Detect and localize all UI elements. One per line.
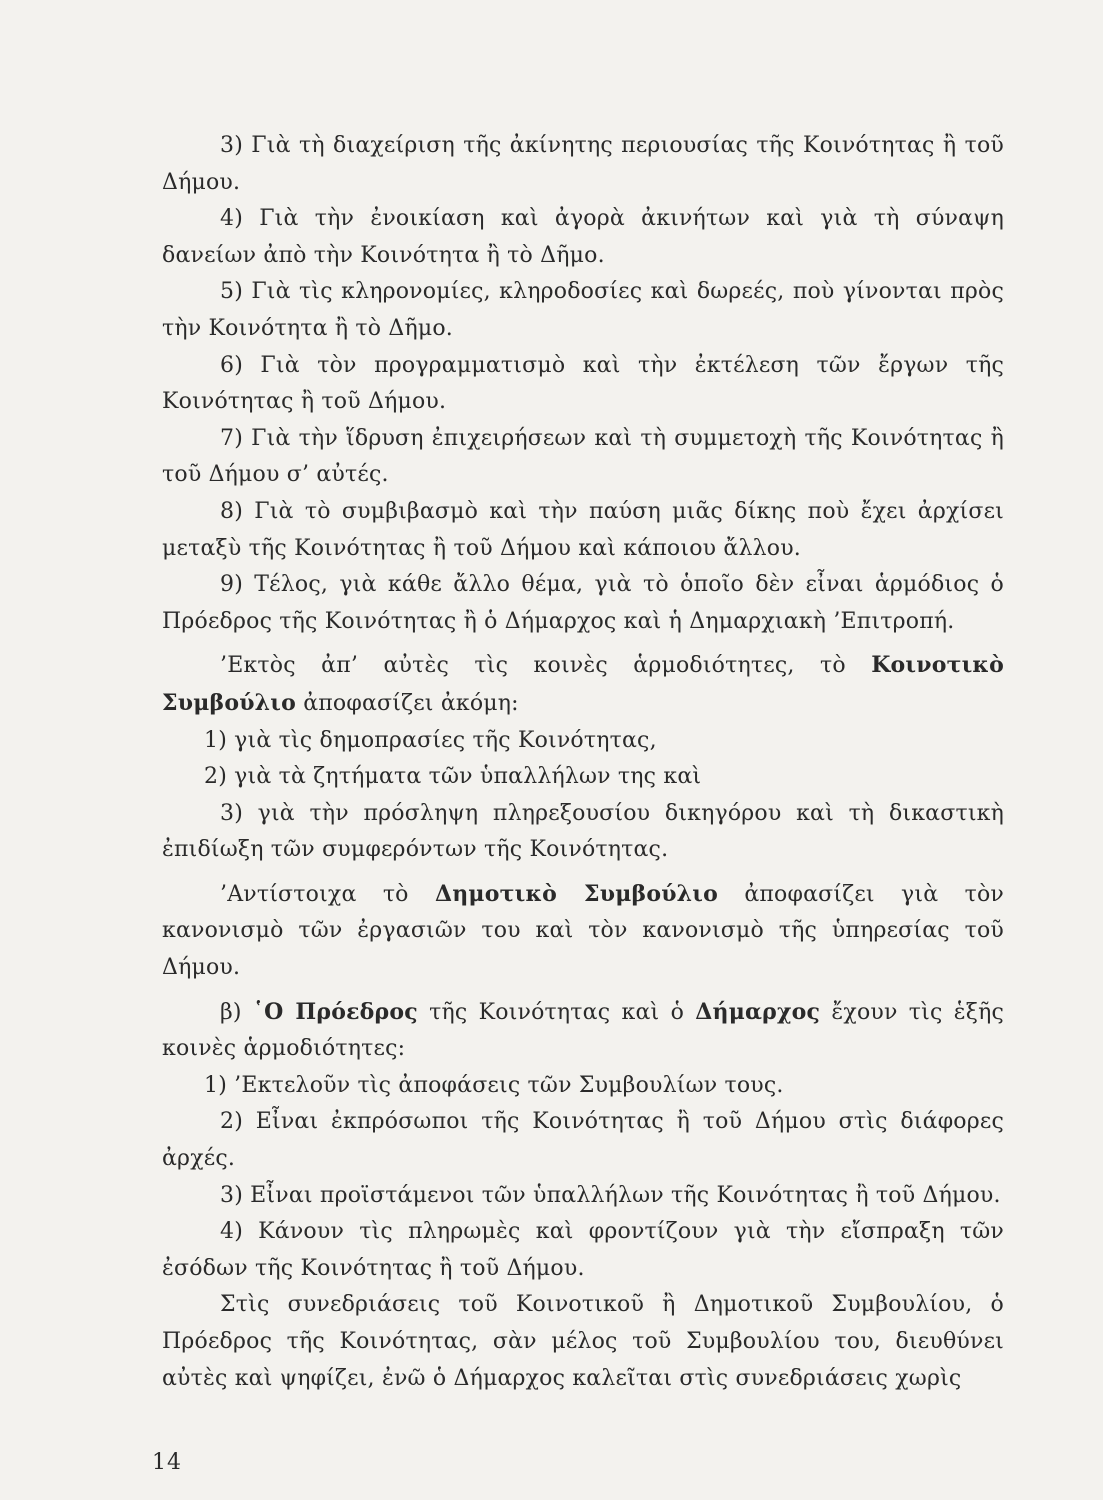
community-council-intro [162, 647, 1004, 722]
president-term: ῾Ο Πρόεδρος [252, 998, 418, 1025]
list-item: 3) Γιὰ τὴ διαχείριση τῆς ἀκίνητης περιουσίας τῆς Κοινότητας ἢ τοῦ Δήμου. [162, 133, 1004, 195]
municipal-council-term: Δημοτικὸ Συμβούλιο [434, 880, 719, 907]
closing-paragraph: Στὶς συνεδριάσεις τοῦ Κοινοτικοῦ ἢ Δημοτικοῦ Συμβουλίου, ὁ Πρόεδρος τῆς Κοινότητας, σὰν μέλος τοῦ Συμβουλίου του, διευθύνει αὐτὲς καὶ ψηφίζει, ἐνῶ ὁ Δήμαρχος καλεῖται στὶς συνεδριάσεις χωρὶς [162, 1292, 1004, 1391]
section-text: τῆς Κοινότητας καὶ ὁ [417, 999, 696, 1025]
list-item: 7) Γιὰ τὴν ἵδρυση ἐπιχειρήσεων καὶ τὴ συμμετοχὴ τῆς Κοινότητας ἢ τοῦ Δήμου σ’ αὐτές. [162, 425, 1004, 488]
list-item: 4) Γιὰ τὴν ἐνοικίαση καὶ ἀγορὰ ἀκινήτων καὶ γιὰ τὴ σύναψη δανείων ἀπὸ τὴν Κοινότητα ἢ τὸ Δῆμο. [162, 206, 1004, 268]
list-item: 6) Γιὰ τὸν προγραμματισμὸ καὶ τὴν ἐκτέλεση τῶν ἔργων τῆς Κοινότητας ἢ τοῦ Δήμου. [162, 352, 1004, 415]
intro-text-end: ἀποφασίζει ἀκόμη: [296, 690, 519, 716]
section-b-item: 2) Εἶναι ἐκπρόσωποι τῆς Κοινότητας ἢ τοῦ Δήμου στὶς διάφορες ἀρχές. [162, 1109, 1004, 1172]
paragraph-text: ’Αντίστοιχα τὸ [220, 881, 435, 907]
community-council-item: 3) γιὰ τὴν πρόσληψη πληρεξουσίου δικηγόρου καὶ τὴ δικαστικὴ ἐπιδίωξη τῶν συμφερόντων τῆς Κοινότητας. [162, 800, 1004, 863]
page-body [162, 128, 1004, 1397]
community-council-item: 1) γιὰ τὶς δημοπρασίες τῆς Κοινότητας, [204, 727, 657, 753]
list-item: 8) Γιὰ τὸ συμβιβασμὸ καὶ τὴν παύση μιᾶς δίκης ποὺ ἔχει ἀρχίσει μεταξὺ τῆς Κοινότητας ἢ τοῦ Δήμου καὶ κάποιου ἄλλου. [162, 498, 1004, 561]
mayor-term: Δήμαρχος [695, 998, 821, 1025]
community-council-item: 2) γιὰ τὰ ζητήματα τῶν ὑπαλλήλων της καὶ [204, 764, 702, 790]
section-label: β) [220, 999, 253, 1025]
paragraph-text-end: ἀποφασίζει γιὰ τὸν κανονισμὸ τῶν ἐργασιῶν του καὶ τὸν κανονισμὸ τῆς ὑπηρεσίας τοῦ Δήμου. [162, 881, 1004, 981]
section-b-heading [162, 994, 1004, 1068]
list-item: 5) Γιὰ τὶς κληρονομίες, κληροδοσίες καὶ δωρεές, ποὺ γίνονται πρὸς τὴν Κοινότητα ἢ τὸ Δῆμο. [162, 279, 1004, 341]
section-text-end: ἔχουν τὶς ἑξῆς κοινὲς ἁρμοδιότητες: [162, 999, 1004, 1062]
section-b-item: 4) Κάνουν τὶς πληρωμὲς καὶ φροντίζουν γιὰ τὴν εἴσπραξη τῶν ἐσόδων τῆς Κοινότητας ἢ τοῦ Δήμου. [162, 1219, 1004, 1281]
section-b-item: 1) ’Εκτελοῦν τὶς ἀποφάσεις τῶν Συμβουλίων τους. [204, 1072, 784, 1098]
page-number: 14 [152, 1450, 182, 1475]
municipal-council-paragraph [162, 876, 1004, 987]
intro-text: ’Εκτὸς ἀπ’ αὐτὲς τὶς κοινὲς ἁρμοδιότητες, τὸ [220, 653, 872, 679]
section-b-item: 3) Εἶναι προϊστάμενοι τῶν ὑπαλλήλων τῆς Κοινότητας ἢ τοῦ Δήμου. [220, 1182, 1001, 1208]
community-council-term: Κοινοτικὸ Συμβούλιο [162, 652, 1004, 716]
list-item: 9) Τέλος, γιὰ κάθε ἄλλο θέμα, γιὰ τὸ ὁποῖο δὲν εἶναι ἁρμόδιος ὁ Πρόεδρος τῆς Κοινότητας ἢ ὁ Δήμαρχος καὶ ἡ Δημαρχιακὴ ’Επιτροπή. [162, 572, 1004, 634]
